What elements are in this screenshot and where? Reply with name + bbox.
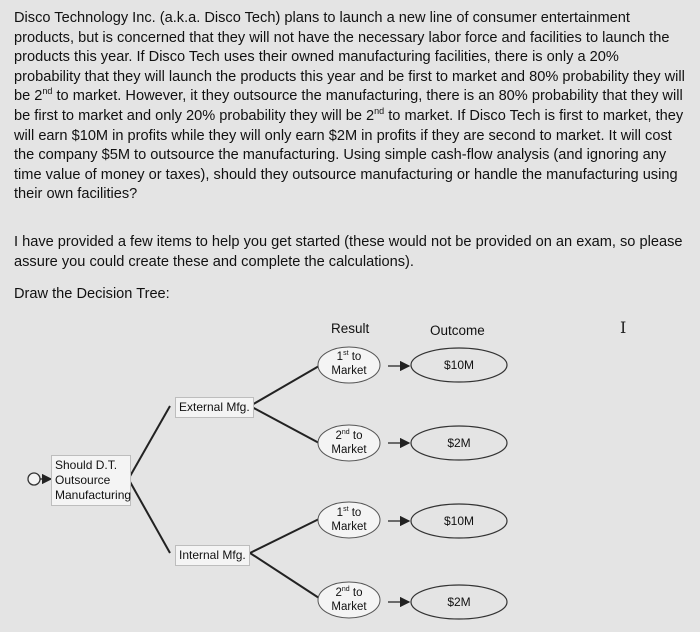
problem-text-3: to market. If Disco Tech is first to market, they will earn $10M in profits while they will only earn $2M in profits if they are second to market. It will cost the company $5M to outsource the manufacturing. Using simple cash-flow analysis (and ignoring any time value of money or taxes), should they outsource manufacturing or handle the manufacturing using their own facilities? xyxy=(14,107,684,203)
root-to-external-line xyxy=(129,406,170,478)
root-label-line3: Manufacturing xyxy=(55,488,132,502)
outcome-header: Outcome xyxy=(430,323,485,338)
root-label-line1: Should D.T. xyxy=(55,458,118,472)
outcome-label-3: $10M xyxy=(443,514,475,528)
internal-to-first-line xyxy=(250,519,319,553)
text-cursor-icon: I xyxy=(620,318,627,337)
outcome-label-1: $10M xyxy=(443,358,475,372)
result-label-2: 2nd to Market xyxy=(331,429,367,456)
root-to-internal-line xyxy=(129,480,170,553)
internal-mfg-box: Internal Mfg. xyxy=(175,545,250,566)
external-mfg-box: External Mfg. xyxy=(175,397,254,418)
problem-text-2: to market. However, it they outsource the manufacturing, there is an 80% probability that they will be first to market and only 20% probability they will be 2 xyxy=(14,88,683,124)
result-label-4: 2nd to Market xyxy=(331,586,367,613)
external-to-second-line xyxy=(250,406,319,443)
result-label-3: 1st to Market xyxy=(331,506,367,533)
superscript-nd: nd xyxy=(374,105,385,116)
outcome-label-4: $2M xyxy=(447,595,471,609)
tree-instruction: Draw the Decision Tree: xyxy=(14,286,170,302)
superscript-nd: nd xyxy=(42,86,53,97)
instructor-note: I have provided a few items to help you get started (these would not be provided on an exam, so please assure you could create these and complete the calculations). xyxy=(14,234,683,270)
root-decision-box xyxy=(51,455,131,506)
problem-text-1: Disco Technology Inc. (a.k.a. Disco Tech) plans to launch a new line of consumer entertainment products, but is concerned that they will not have the necessary labor force and facilities to launch the products this year. If Disco Tech uses their owned manufacturing facilities, there is only a 20% probability that they will launch the products this year and be first to market and 80% probability they will be 2 xyxy=(14,10,685,105)
root-label-line2: Outsource xyxy=(55,473,111,487)
external-to-first-line xyxy=(250,366,319,406)
outcome-label-2: $2M xyxy=(447,436,471,450)
internal-to-second-line xyxy=(250,553,319,598)
decision-node-circle xyxy=(28,473,40,485)
result-label-1: 1st to Market xyxy=(331,350,367,377)
result-header: Result xyxy=(331,321,370,336)
